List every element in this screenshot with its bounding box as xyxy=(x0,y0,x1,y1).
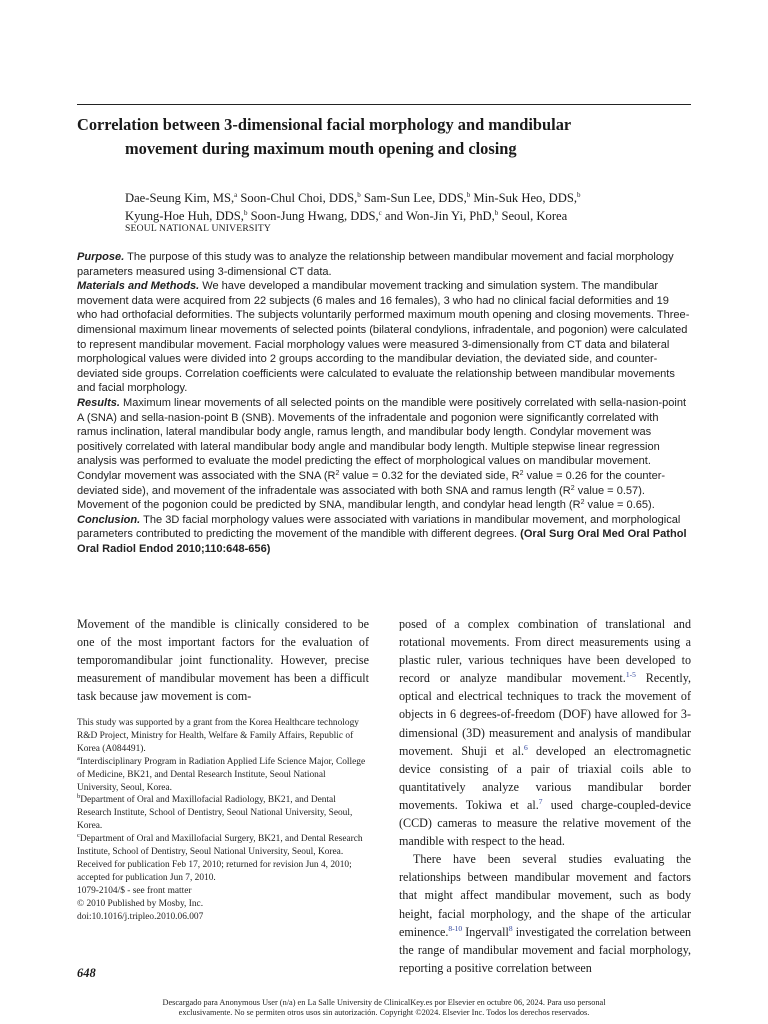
affiliation-b xyxy=(77,794,369,833)
body-text: developed an electromagnetic device consisting of a pair of triaxial coils able to quantitatively analyze various mandibular border movements. Tokiwa et al. xyxy=(399,743,691,812)
article-title: Correlation between 3-dimensional facial morphology and mandibular movement during maximum mouth opening and closing xyxy=(77,115,571,158)
author-6-affil: c xyxy=(378,209,382,217)
affiliation-c xyxy=(77,833,369,859)
reference-link[interactable]: 6 xyxy=(524,742,528,752)
author-7: and Won-Jin Yi, PhD, xyxy=(381,209,495,223)
affiliation-a-mark: a xyxy=(77,754,80,762)
title-rule xyxy=(77,104,691,105)
body-text: investigated the correlation between the range of mandibular movement and facial morphology, reporting a positive correlation between xyxy=(399,924,691,975)
affiliation-a xyxy=(77,756,369,795)
body-text: Recently, optical and electrical techniques to track the movement of objects in 6 degrees-of-freedom (DOF) have allowed for 3-dimensional (3D) measurement and analysis of mandibular movement. Shuji et al. xyxy=(399,671,691,758)
methods-text: We have developed a mandibular movement tracking and simulation system. The mandibular movement data were acquired from 22 subjects (6 males and 16 females), 3 who had no clinical facial deformities and 19 who had orthofacial deformities. The subjects voluntarily performed maximum mouth opening and closing movements. Three-dimensional maximum linear movements of selected points (bilateral condylions, infradentale, and pogonion) were calculated to represent mandibular movement. Facial morphology values were measured 3-dimensionally from CT data and bilateral morphological values were divided into 2 groups according to the mandibular deviation, the deviated side, and counter-deviated side groups. Correlation coefficients were calculated to evaluate the relationship between mandibular movements and facial morphology. xyxy=(77,280,690,395)
affiliation-b-text: Department of Oral and Maxillofacial Radiology, BK21, and Dental Research Institute, School of Dentistry, Seoul National University, Seoul, Korea. xyxy=(77,795,353,832)
body-text: There have been several studies evaluating the relationships between mandibular movement and factors that might affect mandibular movement, such as body height, facial morphology, and the shape of the articular eminence. xyxy=(399,852,691,939)
r2-superscript: 2 xyxy=(570,484,575,492)
doi: doi:10.1016/j.tripleo.2010.06.007 xyxy=(77,911,204,922)
intro-paragraph: Movement of the mandible is clinically considered to be one of the most important factors for the evaluation of temporomandibular joint functionality. However, precise measurement of mandibular movement has been a difficult task because jaw movement is com- xyxy=(77,617,369,704)
funding-note: This study was supported by a grant from the Korea Healthcare technology R&D Project, Ministry for Health, Welfare & Family Affairs, Republic of Korea (A084491). xyxy=(77,718,359,754)
author-2-affil: b xyxy=(357,191,361,199)
download-notice xyxy=(0,998,768,1019)
results-text-5: value = 0.65). xyxy=(584,499,655,512)
download-notice-line-2: exclusivamente. No se permiten otros usos sin autorización. Copyright ©2024. Elsevier Inc. Todos los derechos reservados. xyxy=(178,1008,590,1018)
abstract xyxy=(77,250,691,556)
footnotes xyxy=(77,717,369,924)
affiliation-c-text: Department of Oral and Maxillofacial Surgery, BK21, and Dental Research Institute, School of Dentistry, Seoul National University, Seoul, Korea. xyxy=(77,834,363,858)
reference-link[interactable]: 8-10 xyxy=(448,923,463,933)
affiliation-c-mark: c xyxy=(77,832,80,840)
results-text-4: value = 0.57). Movement of the pogonion could be predicted by SNA, mandibular length, and condylar head length (R xyxy=(77,484,645,512)
body-paragraph-2 xyxy=(399,850,691,977)
body-column-right xyxy=(399,615,691,977)
abstract-results xyxy=(77,396,691,513)
download-notice-line-1: Descargado para Anonymous User (n/a) en La Salle University de ClinicalKey.es por Elsevier en octubre 06, 2024. Para uso personal xyxy=(162,998,606,1007)
reference-link[interactable]: 7 xyxy=(538,796,543,806)
purpose-text: The purpose of this study was to analyze the relationship between mandibular movement and facial morphology parameters measured using 3-dimensional CT data. xyxy=(77,251,674,278)
affiliation-b-mark: b xyxy=(77,793,81,801)
author-3: Sam-Sun Lee, DDS, xyxy=(360,191,467,205)
results-label: Results. xyxy=(77,396,120,409)
author-1: Dae-Seung Kim, MS, xyxy=(125,191,235,205)
affiliation-a-text: Interdisciplinary Program in Radiation Applied Life Science Major, College of Medicine, BK21, and Dental Research Institute, Seoul National University, Seoul, Korea. xyxy=(77,756,366,793)
conclusion-label: Conclusion. xyxy=(77,513,141,526)
abstract-methods xyxy=(77,279,691,396)
author-5: Kyung-Hoe Huh, DDS, xyxy=(125,209,244,223)
conclusion-text: The 3D facial morphology values were associated with variations in mandibular movement, and morphological parameters contributed to predicting the movement of the mandible with different degrees. xyxy=(77,513,681,541)
r2-superscript: 2 xyxy=(335,469,340,477)
r2-superscript: 2 xyxy=(519,469,524,477)
author-7-affil: b xyxy=(494,209,499,217)
results-text-3: value = 0.26 for the counter-deviated side), and movement of the infradentale was associated with both SNA and ramus length (R xyxy=(77,469,666,497)
issn-note: 1079-2104/$ - see front matter xyxy=(77,885,192,896)
received-dates: Received for publication Feb 17, 2010; returned for revision Jun 4, 2010; accepted for publication Jun 7, 2010. xyxy=(77,859,352,883)
author-1-affil: a xyxy=(234,191,238,199)
purpose-label: Purpose. xyxy=(77,251,125,263)
author-location: Seoul, Korea xyxy=(498,209,568,223)
author-3-affil: b xyxy=(466,191,471,199)
abstract-purpose xyxy=(77,250,691,279)
author-4: Min-Suk Heo, DDS, xyxy=(470,191,577,205)
results-text-1: Maximum linear movements of all selected points on the mandible were positively correlated with sella-nasion-point A (SNA) and sella-nasion-point B (SNB). Movements of the infradentale and pogonion were significantly correlated with ramus inclination, lateral mandibular body angle, ramus length, and mandibular body length. Condylar movement was positively correlated with lateral mandibular body angle and mandibular body length. Multiple stepwise linear regression analysis was performed to evaluate the model predicting the effect of morphological values on mandibular movement. Condylar movement was associated with the SNA (R xyxy=(77,396,687,482)
methods-label: Materials and Methods. xyxy=(77,280,200,293)
author-list xyxy=(125,189,685,225)
author-6: Soon-Jung Hwang, DDS, xyxy=(247,209,379,223)
journal-citation: (Oral Surg Oral Med Oral Pathol Oral Radiol Endod 2010;110:648-656) xyxy=(77,528,687,555)
author-2: Soon-Chul Choi, DDS, xyxy=(237,191,358,205)
author-5-affil: b xyxy=(243,209,248,217)
body-text: Ingervall xyxy=(462,924,509,939)
body-text: posed of a complex combination of translational and rotational movements. From direct measurements using a plastic ruler, various techniques have been developed to record or analyze mandibular movement. xyxy=(399,617,691,686)
body-paragraph-1 xyxy=(399,615,691,850)
body-text: used charge-coupled-device (CCD) cameras to measure the relative movement of the mandible with respect to the head. xyxy=(399,797,691,849)
page-number: 648 xyxy=(77,966,96,980)
reference-link[interactable]: 8 xyxy=(508,923,513,933)
institution: SEOUL NATIONAL UNIVERSITY xyxy=(125,223,272,234)
r2-superscript: 2 xyxy=(580,499,585,507)
reference-link[interactable]: 1-5 xyxy=(625,670,636,680)
abstract-conclusion xyxy=(77,513,691,557)
results-text-2: value = 0.32 for the deviated side, R xyxy=(339,469,520,482)
author-4-affil: b xyxy=(576,191,581,199)
copyright-note: © 2010 Published by Mosby, Inc. xyxy=(77,898,204,909)
body-column-left xyxy=(77,615,369,705)
